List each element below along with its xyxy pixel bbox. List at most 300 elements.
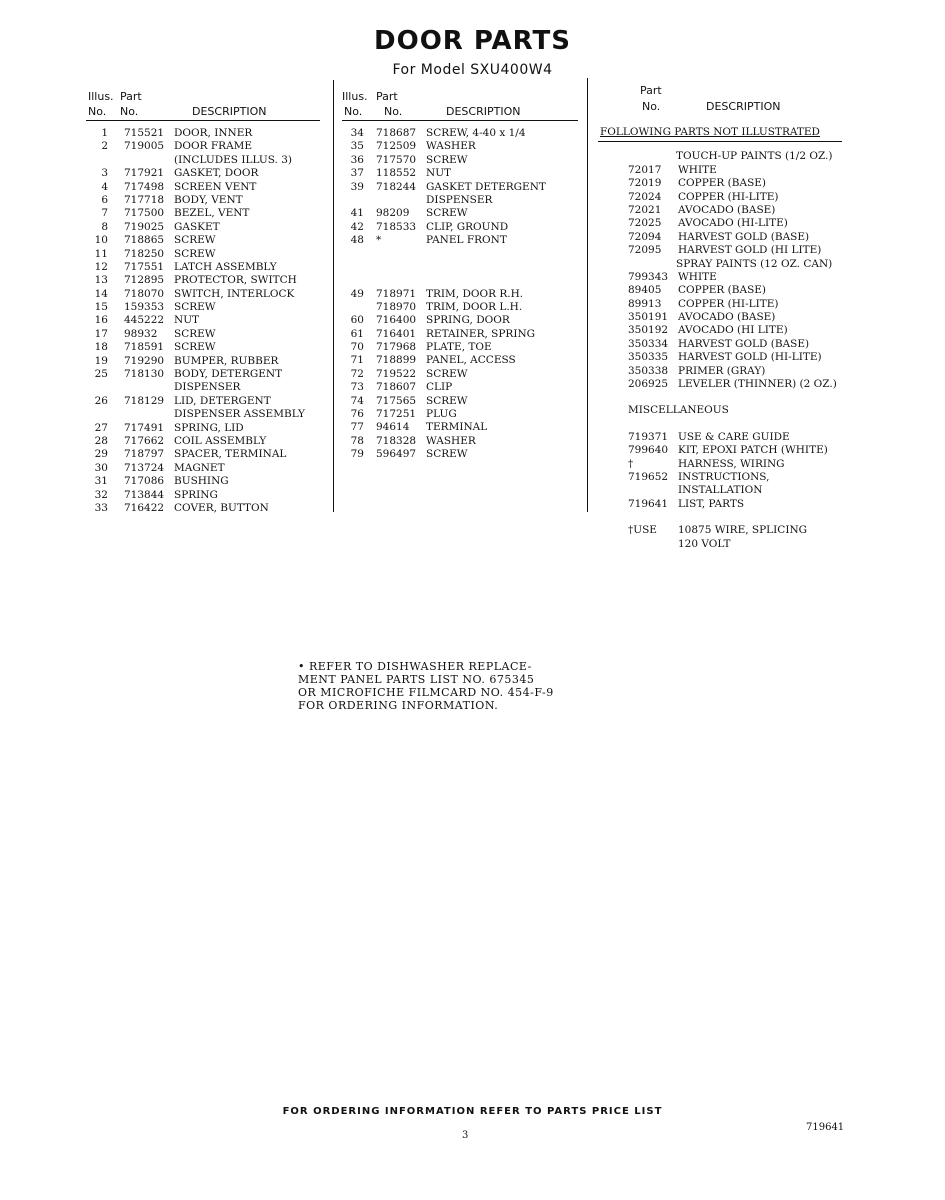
table-row	[342, 341, 578, 354]
table-row	[598, 484, 842, 497]
table-row	[86, 127, 320, 140]
part-number: 719290	[124, 354, 165, 367]
table-row	[342, 127, 578, 140]
description: AVOCADO (HI LITE)	[678, 324, 788, 337]
description: SWITCH, INTERLOCK	[174, 287, 295, 300]
table-row	[342, 314, 578, 327]
illus-number: 34	[350, 127, 364, 139]
description: PRIMER (GRAY)	[678, 364, 766, 377]
part-number: 159353	[124, 301, 165, 314]
table-row	[342, 167, 578, 180]
parts-column-1	[86, 90, 320, 515]
part-number: 715521	[124, 127, 165, 139]
table-row	[598, 351, 842, 364]
table-row	[342, 288, 578, 301]
description: BEZEL, VENT	[174, 207, 250, 220]
table-row	[86, 234, 320, 247]
description: RETAINER, SPRING	[426, 327, 536, 340]
table-row	[598, 471, 842, 484]
illus-number: 71	[350, 354, 364, 367]
illus-number: 37	[350, 167, 364, 180]
table-row	[86, 314, 320, 327]
description: SCREW	[174, 327, 216, 340]
description: SCREW, 4-40 x 1/4	[426, 127, 526, 139]
description: TRIM, DOOR R.H.	[426, 287, 524, 300]
part-number: 717565	[376, 394, 417, 407]
part-number: 718244	[376, 180, 417, 193]
part-number: †	[628, 457, 634, 470]
part-number: 712509	[376, 140, 417, 153]
illus-number: 17	[94, 327, 108, 340]
illus-number: 27	[94, 421, 108, 434]
document-number: 719641	[806, 1122, 845, 1133]
table-row	[598, 204, 842, 217]
description: SCREEN VENT	[174, 180, 257, 193]
note-line: OR MICROFICHE FILMCARD NO. 454-F-9	[298, 686, 554, 699]
description: INSTALLATION	[678, 484, 763, 497]
table-row	[86, 355, 320, 368]
illus-number: 61	[350, 327, 364, 340]
part-number: 713844	[124, 488, 165, 501]
table-row	[86, 248, 320, 261]
table-row	[598, 311, 842, 324]
description: GASKET, DOOR	[174, 167, 259, 180]
description: SCREW	[426, 207, 468, 220]
description: LIST, PARTS	[678, 497, 745, 510]
table-row	[342, 368, 578, 381]
illus-number: 8	[101, 220, 108, 233]
part-header: Part	[640, 84, 662, 97]
part-number: 717968	[376, 341, 417, 354]
description: WHITE	[678, 270, 717, 283]
part-number: 350192	[628, 324, 669, 337]
part-number: 719005	[124, 140, 165, 153]
table-row	[86, 207, 320, 220]
description: NUT	[426, 167, 452, 180]
illus-number: 25	[94, 368, 108, 381]
description: COPPER (HI-LITE)	[678, 190, 779, 203]
part-number: 718328	[376, 434, 417, 447]
description: GASKET DETERGENT	[426, 180, 546, 193]
table-row	[86, 435, 320, 448]
part-number: 716401	[376, 327, 417, 340]
parts-column-2	[342, 90, 578, 462]
description: LID, DETERGENT	[174, 394, 271, 407]
part-number: 118552	[376, 167, 417, 180]
part-number: 716422	[124, 501, 165, 514]
note-line: FOR ORDERING INFORMATION.	[298, 699, 499, 712]
part-number: 72095	[628, 244, 662, 257]
table-row	[342, 435, 578, 448]
section-rule	[598, 141, 842, 142]
description: AVOCADO (HI-LITE)	[678, 217, 788, 230]
footnote-row	[598, 524, 842, 537]
table-row	[342, 181, 578, 194]
description: AVOCADO (BASE)	[678, 203, 776, 216]
illus-number: 79	[350, 448, 364, 461]
table-row	[342, 395, 578, 408]
illus-number: 11	[94, 247, 108, 260]
table-row	[342, 448, 578, 461]
part-number: 72021	[628, 203, 662, 216]
part-number: 717718	[124, 193, 165, 206]
illus-number: 39	[350, 180, 364, 193]
table-row	[598, 191, 842, 204]
part-number: 718591	[124, 341, 165, 354]
part-number: 717921	[124, 167, 165, 180]
footnote-text: 120 VOLT	[678, 537, 731, 550]
part-number: 718607	[376, 381, 417, 394]
table-row	[342, 140, 578, 153]
illus-no-header: No.	[344, 105, 363, 118]
part-number: 718970	[376, 300, 417, 313]
spray-heading: SPRAY PAINTS (12 OZ. CAN)	[676, 257, 833, 270]
illus-number: 26	[94, 394, 108, 407]
description: USE & CARE GUIDE	[678, 430, 790, 443]
description: SCREW	[426, 153, 468, 166]
description-header: DESCRIPTION	[192, 105, 267, 118]
illus-number: 2	[101, 140, 108, 153]
table-row	[86, 274, 320, 287]
part-number: 718865	[124, 234, 165, 247]
table-row	[342, 154, 578, 167]
note-line: • REFER TO DISHWASHER REPLACE-	[298, 660, 532, 673]
part-number: 716400	[376, 314, 417, 327]
part-number: 718899	[376, 354, 417, 367]
part-number: 719652	[628, 470, 669, 483]
panel-note	[298, 660, 598, 712]
illus-no-header: No.	[88, 105, 107, 118]
table-row	[342, 381, 578, 394]
illus-number: 74	[350, 394, 364, 407]
illus-number: 32	[94, 488, 108, 501]
part-number: 72024	[628, 190, 662, 203]
description: GASKET	[174, 220, 220, 233]
description: BUMPER, RUBBER	[174, 354, 279, 367]
table-row	[86, 154, 320, 167]
part-number: 719371	[628, 430, 669, 443]
table-row	[342, 301, 578, 314]
description: SPACER, TERMINAL	[174, 448, 287, 461]
description: COPPER (BASE)	[678, 284, 767, 297]
description: DOOR, INNER	[174, 127, 253, 139]
part-number: 719641	[628, 497, 669, 510]
illus-number: 13	[94, 274, 108, 287]
description: COIL ASSEMBLY	[174, 434, 267, 447]
table-row	[598, 217, 842, 230]
illus-number: 78	[350, 434, 364, 447]
table-row	[86, 288, 320, 301]
illus-number: 28	[94, 434, 108, 447]
description: SCREW	[174, 247, 216, 260]
column-divider	[587, 78, 588, 512]
table-row	[86, 475, 320, 488]
table-row	[598, 338, 842, 351]
column-header	[598, 84, 842, 116]
table-row	[598, 365, 842, 378]
description: SCREW	[426, 448, 468, 461]
part-number: 718797	[124, 448, 165, 461]
table-row	[598, 164, 842, 177]
table-row	[86, 328, 320, 341]
footnote-text: 10875 WIRE, SPLICING	[678, 524, 808, 537]
description: WHITE	[678, 163, 717, 176]
table-row	[342, 234, 578, 247]
description: COPPER (BASE)	[678, 177, 767, 190]
illus-number: 41	[350, 207, 364, 220]
column-header	[86, 90, 320, 120]
description: PANEL FRONT	[426, 234, 507, 247]
header-rule	[342, 120, 578, 121]
table-row	[86, 301, 320, 314]
part-no-header: No.	[642, 100, 661, 113]
table-row	[598, 177, 842, 190]
description: CLIP	[426, 381, 453, 394]
illus-header: Illus.	[342, 90, 368, 103]
description: NUT	[174, 314, 200, 327]
page-number: 3	[462, 1130, 469, 1141]
table-row	[342, 194, 578, 207]
page-title: DOOR PARTS	[374, 26, 571, 56]
table-row	[86, 448, 320, 461]
description: SCREW	[174, 341, 216, 354]
header-rule	[86, 120, 320, 121]
part-number: 89405	[628, 284, 662, 297]
part-number: 718070	[124, 287, 165, 300]
part-number: 94614	[376, 421, 410, 434]
table-row	[86, 167, 320, 180]
part-number: 717251	[376, 408, 417, 421]
description: SCREW	[174, 234, 216, 247]
part-number: 72025	[628, 217, 662, 230]
illus-number: 36	[350, 153, 364, 166]
part-number: 89913	[628, 297, 662, 310]
part-number: 718129	[124, 394, 165, 407]
ordering-footer: FOR ORDERING INFORMATION REFER TO PARTS PRICE LIST	[282, 1106, 663, 1117]
illus-number: 19	[94, 354, 108, 367]
illus-number: 76	[350, 408, 364, 421]
description: COPPER (HI-LITE)	[678, 297, 779, 310]
part-number: 596497	[376, 448, 417, 461]
illus-number: 18	[94, 341, 108, 354]
part-no-header: No.	[120, 105, 139, 118]
description: SCREW	[174, 301, 216, 314]
part-number: 719522	[376, 367, 417, 380]
description: HARVEST GOLD (HI-LITE)	[678, 351, 822, 364]
table-row	[86, 368, 320, 381]
description: BODY, DETERGENT	[174, 368, 283, 381]
illus-number: 7	[101, 207, 108, 220]
description: PLATE, TOE	[426, 341, 492, 354]
description: TERMINAL	[426, 421, 488, 434]
part-number: 717086	[124, 475, 165, 488]
table-row	[342, 354, 578, 367]
table-row	[86, 181, 320, 194]
illus-number: 48	[350, 234, 364, 247]
description-header: DESCRIPTION	[446, 105, 521, 118]
part-header: Part	[120, 90, 142, 103]
illus-number: 1	[101, 127, 108, 139]
table-row	[342, 207, 578, 220]
illus-number: 42	[350, 220, 364, 233]
description: BUSHING	[174, 475, 229, 488]
part-number: 718687	[376, 127, 417, 139]
table-row	[342, 421, 578, 434]
table-row	[598, 458, 842, 471]
part-number: 717551	[124, 260, 165, 273]
part-number: 206925	[628, 378, 669, 391]
table-row	[598, 444, 842, 457]
table-row	[598, 244, 842, 257]
description: PANEL, ACCESS	[426, 354, 516, 367]
model-subtitle: For Model SXU400W4	[392, 62, 553, 78]
part-number: 717498	[124, 180, 165, 193]
description: PLUG	[426, 408, 457, 421]
description: INSTRUCTIONS,	[678, 470, 770, 483]
description: COVER, BUTTON	[174, 501, 269, 514]
description: (INCLUDES ILLUS. 3)	[174, 153, 292, 166]
table-row	[86, 261, 320, 274]
table-row	[86, 194, 320, 207]
part-number: 98209	[376, 207, 410, 220]
table-row	[598, 498, 842, 511]
part-number: 717491	[124, 421, 165, 434]
table-row	[598, 284, 842, 297]
illus-number: 15	[94, 301, 108, 314]
description: AVOCADO (BASE)	[678, 311, 776, 324]
part-number: 445222	[124, 314, 165, 327]
part-number: 717500	[124, 207, 165, 220]
illus-number: 70	[350, 341, 364, 354]
table-row	[86, 341, 320, 354]
illus-number: 12	[94, 260, 108, 273]
part-number: 717662	[124, 434, 165, 447]
part-number: 712895	[124, 274, 165, 287]
description: PROTECTOR, SWITCH	[174, 274, 297, 287]
description: SCREW	[426, 367, 468, 380]
description: WASHER	[426, 140, 476, 153]
illus-number: 10	[94, 234, 108, 247]
illus-number: 31	[94, 475, 108, 488]
part-number: 72017	[628, 163, 662, 176]
table-row	[342, 328, 578, 341]
part-number: 98932	[124, 327, 158, 340]
description: TRIM, DOOR L.H.	[426, 300, 523, 313]
part-number: 799640	[628, 444, 669, 457]
description-header: DESCRIPTION	[706, 100, 781, 113]
part-number: 350338	[628, 364, 669, 377]
part-number: 713724	[124, 461, 165, 474]
note-line: MENT PANEL PARTS LIST NO. 675345	[298, 673, 535, 686]
part-number: 717570	[376, 153, 417, 166]
description: DISPENSER ASSEMBLY	[174, 408, 305, 421]
table-row	[86, 422, 320, 435]
description: WASHER	[426, 434, 476, 447]
table-row	[86, 502, 320, 515]
table-row	[342, 221, 578, 234]
touchup-heading: TOUCH-UP PAINTS (1/2 OZ.)	[676, 150, 833, 163]
table-row	[86, 221, 320, 234]
table-row	[86, 395, 320, 408]
illus-number: 29	[94, 448, 108, 461]
description: MAGNET	[174, 461, 225, 474]
part-number: 350191	[628, 311, 669, 324]
table-row	[598, 271, 842, 284]
description: SPRING, DOOR	[426, 314, 510, 327]
illus-number: 16	[94, 314, 108, 327]
part-number: 718533	[376, 220, 417, 233]
description: HARVEST GOLD (HI LITE)	[678, 244, 822, 257]
description: HARVEST GOLD (BASE)	[678, 337, 810, 350]
table-row	[86, 489, 320, 502]
misc-heading: MISCELLANEOUS	[628, 404, 729, 417]
part-number: 718250	[124, 247, 165, 260]
description: DISPENSER	[174, 381, 241, 394]
part-header: Part	[376, 90, 398, 103]
description: SCREW	[426, 394, 468, 407]
table-row	[86, 408, 320, 421]
illus-header: Illus.	[88, 90, 114, 103]
description: HARNESS, WIRING	[678, 457, 785, 470]
table-row	[598, 298, 842, 311]
column-divider	[333, 80, 334, 512]
column-header	[342, 90, 578, 120]
illus-number: 33	[94, 501, 108, 514]
footnote-row	[598, 538, 842, 551]
part-number: 718130	[124, 368, 165, 381]
description: DOOR FRAME	[174, 140, 253, 153]
description: KIT, EPOXI PATCH (WHITE)	[678, 444, 828, 457]
part-number: 799343	[628, 270, 669, 283]
illus-number: 73	[350, 381, 364, 394]
description: BODY, VENT	[174, 193, 243, 206]
description: CLIP, GROUND	[426, 220, 509, 233]
table-row	[342, 408, 578, 421]
table-row	[598, 231, 842, 244]
table-row	[598, 324, 842, 337]
illus-number: 14	[94, 287, 108, 300]
illus-number: 3	[101, 167, 108, 180]
table-row	[86, 140, 320, 153]
part-number: 72019	[628, 177, 662, 190]
table-row	[598, 378, 842, 391]
illus-number: 6	[101, 193, 108, 206]
illus-number: 72	[350, 367, 364, 380]
illus-number: 60	[350, 314, 364, 327]
parts-column-3	[598, 84, 842, 551]
description: SPRING	[174, 488, 218, 501]
part-number: 72094	[628, 230, 662, 243]
description: SPRING, LID	[174, 421, 244, 434]
part-number: 350335	[628, 351, 669, 364]
description: LEVELER (THINNER) (2 OZ.)	[678, 378, 837, 391]
part-no-header: No.	[384, 105, 403, 118]
table-row	[86, 381, 320, 394]
description: LATCH ASSEMBLY	[174, 260, 277, 273]
part-number: 719025	[124, 220, 165, 233]
part-number: *	[376, 234, 382, 247]
illus-number: 4	[101, 180, 108, 193]
illus-number: 77	[350, 421, 364, 434]
part-number: 718971	[376, 287, 417, 300]
illus-number: 35	[350, 140, 364, 153]
description: HARVEST GOLD (BASE)	[678, 230, 810, 243]
illus-number: 30	[94, 461, 108, 474]
illus-number: 49	[350, 287, 364, 300]
part-number: 350334	[628, 337, 669, 350]
not-illustrated-heading: FOLLOWING PARTS NOT ILLUSTRATED	[600, 126, 820, 138]
table-row	[86, 462, 320, 475]
